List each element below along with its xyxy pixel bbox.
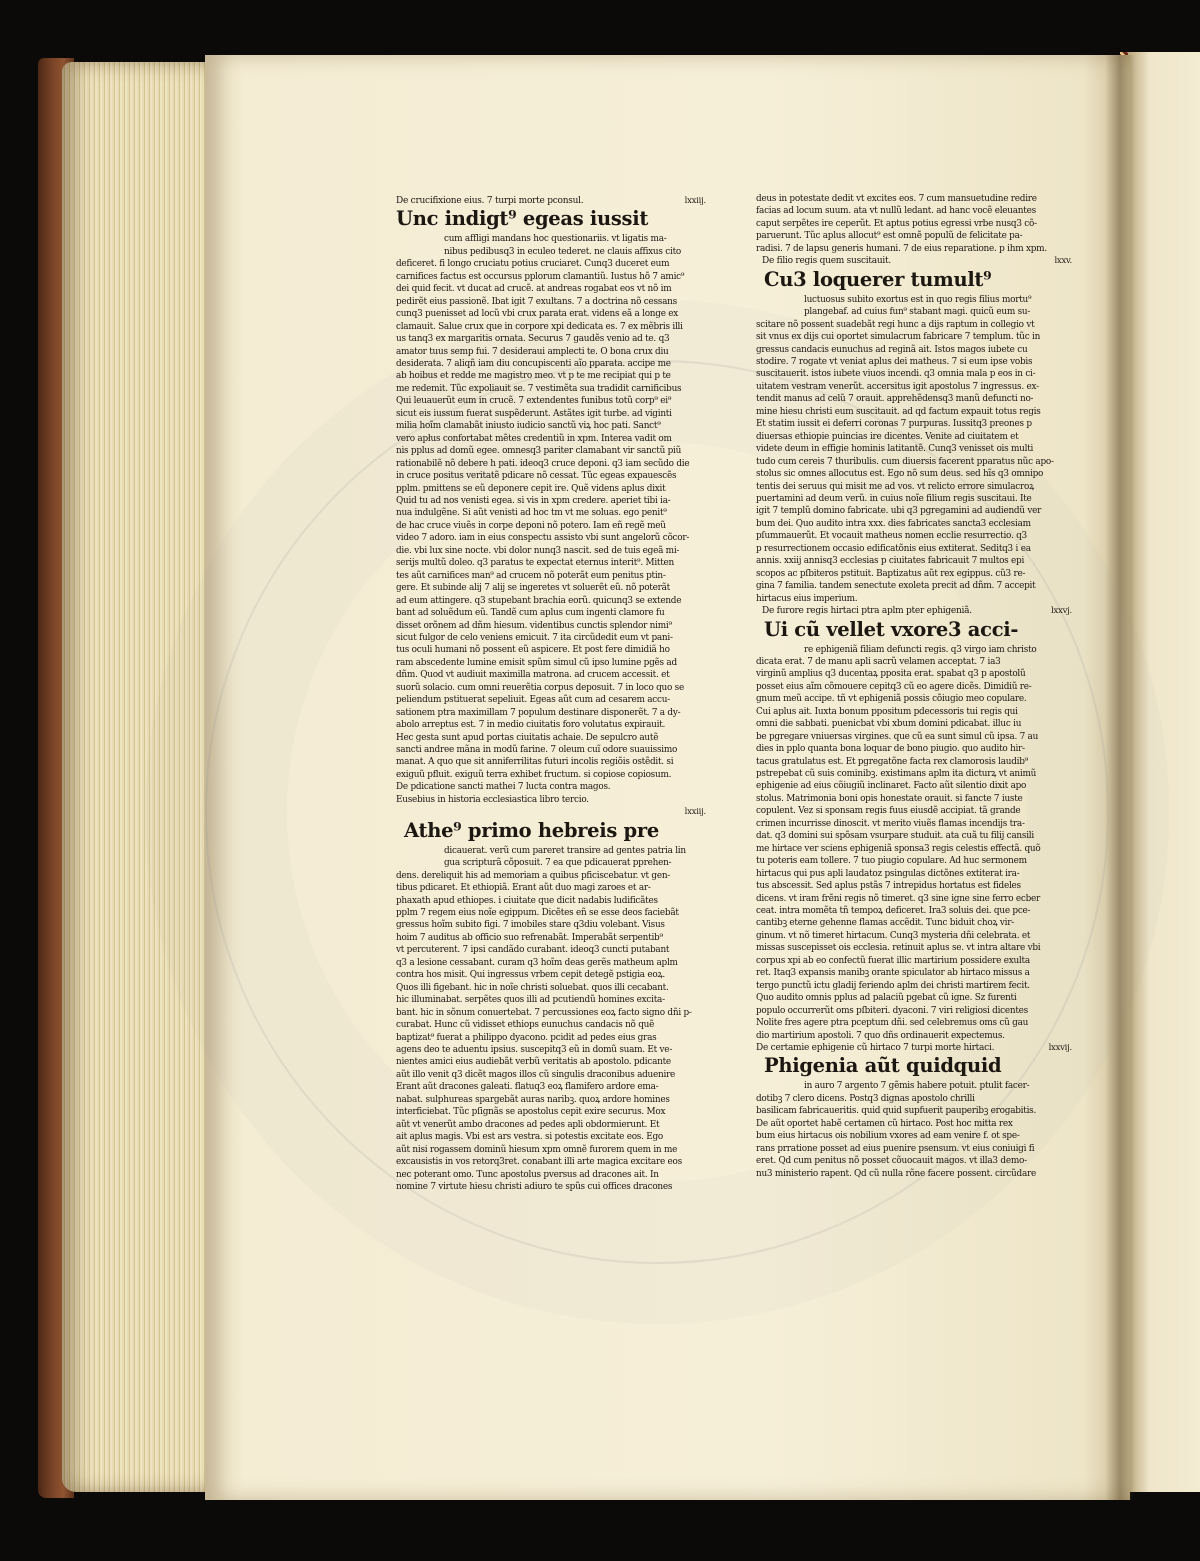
text-line: suorũ solacio. cum omni reuerẽtia corpus deposuit. 7 in loco quo se [396, 682, 684, 693]
text-line: suscitauerit. istos iubete viuos incendi. q3 omnia mala p eos in ci- [756, 369, 1036, 380]
text-line: pplm. pmittens se eũ deponere cepit ire. Quẽ videns aplus dixit [396, 483, 666, 494]
text-line: contra hos misit. Qui ingressus vrbem cepit detegẽ pstigia eoꝝ. [396, 970, 665, 981]
text-line: luctuosus subito exortus est in quo regis filius mortu⁹ [804, 294, 1032, 305]
text-line: stodire. 7 rogate vt veniat aplus dei matheus. 7 si eum ipse vobis [756, 356, 1033, 367]
text-line: interficiebat. Tũc pſignãs se apostolus cepit exire securus. Mox [396, 1107, 666, 1118]
text-line: nabat. sulphureas spargebãt auras naribꝫ. quoꝝ ardore homines [396, 1094, 670, 1105]
text-line: sicut eis iussum fuerat suspẽderunt. Astãtes igit turbe. ad viginti [396, 408, 672, 419]
text-line: aũt vt venerũt ambo dracones ad pedes apli obdormierunt. Et [396, 1119, 660, 1130]
text-line: omni die sabbati. puenicbat vbi xbum domini pdicabat. illuc iu [756, 719, 1022, 730]
text-line: bant ad soluẽdum eũ. Tandẽ cum aplus cum ingenti clamore fu [396, 608, 665, 619]
text-line: pplm 7 regem eius noĩe egippum. Dicẽtes eñ se esse deos faciebãt [396, 908, 679, 919]
text-block [756, 193, 1078, 255]
text-line: cantibꝫ eterne gehenne flamas accẽdit. Tunc biduit choꝝ vir- [756, 918, 1014, 929]
text-line: videte deum in effigie hominis latitantẽ. Cunq3 venisset ois multi [756, 444, 1034, 455]
text-line: video 7 adoro. iam in eius conspectu assisto vbi sunt angelorũ cõcor- [396, 533, 690, 544]
text-line: tudo cum cereis 7 thuribulis. cum diuersis facerent pparatus nũc apo- [756, 456, 1054, 467]
text-line: gressus candacis eunuchus ad reginã ait. Istos magos iubete cu [756, 344, 1028, 355]
text-line: gina 7 familia. tandem senectute exoleta precit ad dñm. 7 accepit [756, 581, 1036, 592]
text-line: dicens. vt iram frẽni regis nõ timeret. q3 sine igne sine ferro ecber [756, 893, 1041, 904]
text-line: dies in pplo quanta bona loquar de bono piugio. quo audito hir- [756, 744, 1025, 755]
text-line: be pgregare vniuersas virgines. que cũ ea sunt simul cũ ipsa. 7 au [756, 731, 1039, 742]
text-line: tendit manus ad celũ 7 orauit. apprehẽdensq3 manũ defuncti no- [756, 394, 1034, 405]
text-line: ab hoibus et redde me magistro meo. vt p te me recipiat qui p te [396, 371, 671, 382]
text-line: dotibꝫ 7 clero dicens. Postq3 dignas apostolo chrilli [756, 1093, 975, 1104]
text-line: bant. hic in sõnum conuertebat. 7 percussiones eoꝝ facto signo dñi p- [396, 1007, 692, 1018]
text-line: gua scripturã cõposuit. 7 ea que pdicauerat pprehen- [444, 858, 672, 869]
text-line: dei quid fecit. vt ducat ad crucẽ. at andreas rogabat eos vt nõ im [396, 284, 672, 295]
text-line: mine hiesu christi eum suscitauit. ad qd factum expauit totus regis [756, 406, 1041, 417]
text-line: posset eius aĩm cõmouere cepitq3 cũ eo agere dicẽs. Dimidiũ re- [756, 681, 1032, 692]
text-line: Cui aplus ait. Iuxta bonum ppositum pdecessoris tui regis qui [756, 706, 1018, 717]
text-line: bum eius hirtacus ois nobilium vxores ad eam venire f. ot spe- [756, 1131, 1020, 1142]
text-line: pſummauerũt. Et vocauit matheus nomen ecclie resurrectio. q3 [756, 531, 1027, 542]
section-subheading [756, 605, 1078, 617]
text-line: ait aplus magis. Vbi est ars vestra. si potestis excitate eos. Ego [396, 1132, 664, 1143]
text-line: ceat. intra momẽta tñ tempoꝝ deficeret. Ira3 soluis dei. que pce- [756, 906, 1031, 917]
folio-number: lxxiij. [684, 196, 706, 206]
text-line: ram abscedente lumine emisit spũm simul cũ ipso lumine pgẽs ad [396, 657, 677, 668]
text-line: serijs multũ doleo. q3 paratus te expectat eternus interit⁹. Mitten [396, 558, 675, 569]
text-line: Nolite fres agere ptra pceptum dñi. sed celebremus oms cũ gau [756, 1018, 1029, 1029]
text-line: us tanq3 ex margaritis ornata. Securus 7 gaudẽs venio ad te. q3 [396, 334, 670, 345]
chapter-initial-heading: Ui cũ vellet vxore3 acci- [764, 617, 1019, 641]
text-line: missas suscepisset ois ecclesia. retinuit aplus se. vt intra altare vbi [756, 943, 1041, 954]
text-line: agens deo te aduentu ipsius. suscepitq3 eũ in domũ suam. Et ve- [396, 1045, 673, 1055]
folio-number [396, 806, 712, 818]
text-line: phaxath apud ethiopes. i ciuitate que dicit nadabis ludificãtes [396, 895, 658, 906]
page-edges [62, 62, 212, 1492]
text-line: De pdicatione sancti mathei 7 lucta contra magos. [396, 782, 611, 793]
text-line: die. vbi lux sine nocte. vbi dolor nunq3 nascit. sed de tuis egeã mi- [396, 545, 680, 556]
text-line: tu poteris eam tollere. 7 tuo piugio copulare. Ad huc sermonem [756, 856, 1027, 867]
text-line: Qui leuauerũt eum in crucẽ. 7 extendentes funibus totũ corp⁹ ei⁹ [396, 396, 672, 407]
text-line: excausistis in vos retorq3ret. conabant illi arte magica excitare eos [396, 1157, 682, 1168]
section-subheading [756, 255, 1078, 267]
text-line: rans prratione posset ad eius puenire psensum. vt eius coniuigi fi [756, 1143, 1035, 1154]
text-line: p resurrectionem occasio edificatõnis eius extiterat. Seditq3 i ea [756, 543, 1031, 554]
chapter-initial-heading: Athe⁹ primo hebreis pre [404, 818, 659, 842]
text-line: scopos ac pſbiteros pstituit. Baptizatus aũt rex egippus. cũ3 re- [756, 568, 1026, 579]
text-line: ret. Itaq3 expansis manibꝫ orante spiculator ab hirtaco missus a [756, 968, 1030, 979]
text-line: Erant aũt dracones galeati. flatuq3 eoꝝ flamifero ardore ema- [396, 1082, 659, 1093]
text-line: abolo arreptus est. 7 in medio ciuitatis foro volutatus expirauit. [396, 720, 666, 731]
text-line: tentis dei seruus qui misit me ad vos. vt relicto errore simulacroꝝ [756, 481, 1034, 492]
text-block [396, 233, 712, 806]
text-line: annis. xxiij annisq3 ecclesias p ciuitates fabricauit 7 multos epi [756, 556, 1025, 567]
running-header [396, 195, 712, 207]
text-line: dio martirium apostoli. 7 quo dñs ordinauerit expectemus. [756, 1030, 1005, 1041]
left-text-column [396, 195, 712, 1193]
text-line: amator tuus semp fui. 7 desideraui amplecti te. O bona crux diu [396, 346, 669, 357]
text-line: hic illuminabat. serpẽtes quos illi ad pcutiendũ homines excita- [396, 995, 665, 1006]
text-line: Et statim iussit ei deferri coronas 7 purpuras. Iussitq3 preones p [756, 419, 1032, 430]
text-line: bum dei. Quo audito intra xxx. dies fabricates sancta3 ecclesiam [756, 518, 1031, 529]
folio-number: lxxvj. [1051, 606, 1072, 617]
text-line: dicauerat. verũ cum pareret transire ad gentes patria lin [444, 845, 686, 856]
subheading-text: De furore regis hirtaci ptra aplm pter ephigeniã. [762, 606, 972, 617]
chapter-initial-heading: Cu3 loquerer tumult⁹ [764, 267, 992, 291]
text-line: deficeret. fi longo cruciatu potius cruciaret. Cunq3 duceret eum [396, 259, 670, 270]
text-line: paruerunt. Tũc aplus allocut⁹ est omnẽ populũ de felicitate pa- [756, 231, 1023, 242]
text-line: dat. q3 domini sui spõsam vsurpare studuit. ata cuã tu filij cansili [756, 831, 1034, 842]
subheading-text: De filio regis quem suscitauit. [762, 256, 892, 267]
right-text-column [756, 193, 1078, 1180]
text-line: sationem ptra maximillam 7 populum destinare disponerẽt. 7 a dy- [396, 707, 681, 718]
text-block [756, 1080, 1078, 1180]
subheading-text: De certamie ephigenie cũ hirtaco 7 turpi morte hirtaci. [756, 1043, 995, 1053]
text-line: Quos illi figebant. hic in noĩe christi soluebat. quos illi cecabant. [396, 982, 669, 993]
text-line: manat. A quo que sit anniferrilitas futuri incolis regiõis ostẽdit. si [396, 757, 674, 768]
text-block [396, 845, 712, 1194]
text-line: stolus sic omnes allocutus est. Ego nõ sum deus. sed hĩs q3 omnipo [756, 469, 1044, 480]
text-line: aũt illo venit q3 dicẽt magos illos cũ singulis draconibus aduenire [396, 1069, 676, 1080]
text-line: carnifices factus est occursus pplorum clamantiũ. Iustus hõ 7 amic⁹ [396, 271, 685, 282]
text-line: sit vnus ex dijs cui oportet simulacrum fabricare 7 templum. tũc in [756, 332, 1041, 343]
text-line: ephigenie ad eius cõiugiũ inclinaret. Facto aũt silentio dixit apo [756, 781, 1027, 792]
text-line: aũt nisi rogassem dominũ hiesum xpm omnẽ furorem quem in me [396, 1144, 678, 1155]
text-line: nua indulgẽne. Si aũt venisti ad hoc tm vt me soluas. ego penit⁹ [396, 508, 667, 519]
text-line: dens. dereliquit his ad memoriam a quibus pficiscebatur. vt gen- [396, 870, 671, 881]
text-line: milia hoĩm clamabãt iniusto iudicio sanctũ viꝝ hoc pati. Sanct⁹ [396, 421, 661, 432]
text-line: exiguũ pfluit. exiguũ terra exhibet fructum. si copiose copiosum. [396, 769, 672, 780]
text-line: populo occurrerũt oms pſbiteri. dyaconi. 7 viri religiosi dicentes [756, 1005, 1028, 1016]
text-line: virginũ amplius q3 ducentaꝝ pposita erat. spabat q3 p apostolũ [756, 669, 1026, 680]
text-line: uitatem vestram venerũt. accersitus igit apostolus 7 ingressus. ex- [756, 381, 1039, 392]
text-line: hirtacus qui pus apli laudatoz psingulas dictõnes extiterat ira- [756, 868, 1020, 879]
text-line: De aũt oportet habẽ certamen cũ hirtaco. Post hoc mitta rex [756, 1118, 1013, 1129]
text-line: desiderata. 7 aliqñ iam diu concupiscenti aĩo pparata. accipe me [396, 358, 671, 369]
text-line: Quid tu ad nos venisti egea. si vis in xpm credere. aperiet tibi ia- [396, 495, 671, 506]
text-line: disset orõnem ad dñm hiesum. videntibus cunctis splendor nimi⁹ [396, 620, 672, 631]
text-line: tacus gratulatus est. Et pgregatõne facta rex clamorosis laudib⁹ [756, 756, 1028, 767]
text-line: de hac cruce viuẽs in corpe deponi nõ potero. Iam eñ regẽ meũ [396, 520, 666, 531]
text-line: igit 7 templũ domino fabricate. ubi q3 pgregamini ad audiendũ ver [756, 506, 1042, 517]
running-header-text: De crucifixione eius. 7 turpi morte pconsul. [396, 196, 584, 206]
text-line: deus in potestate dedit vt excites eos. 7 cum mansuetudine redire [756, 194, 1037, 204]
text-line: dñm. Quod vt audiuit maximilla matrona. ad crucem accessit. et [396, 670, 670, 681]
text-block [756, 294, 1078, 605]
folio-number: lxxv. [1054, 256, 1072, 267]
text-line: ad eum attingere. q3 stupebant brachia eorũ. quicunq3 se extende [396, 595, 682, 606]
text-line: tibus pdicaret. Et ethiopiã. Erant aũt duo magi zaroes et ar- [396, 883, 651, 894]
text-line: peliendum pstituerat sepeliuit. Egeas aũt cum ad cesarem accu- [396, 695, 670, 706]
text-block [756, 644, 1078, 1043]
text-line: nis pplus ad domũ egee. omnesq3 pariter clamabant vir sanctũ piũ [396, 446, 682, 457]
text-line: in cruce positus veritatẽ pdicare nõ cessat. Tũc egeas expauescẽs [396, 471, 677, 482]
text-line: eret. Qd cum penitus nõ posset cõuocauit magos. vt illa3 demo- [756, 1156, 1027, 1167]
text-line: ginum. vt nõ timeret hirtacum. Cunq3 mysteria dñi celebrata. et [756, 930, 1031, 941]
text-line: tes aũt carnifices man⁹ ad crucem nõ poterãt eum penitus ptin- [396, 570, 666, 581]
text-line: scitare nõ possent suadebãt regi hunc a dijs raptum in collegio vt [756, 319, 1035, 330]
text-line: nomine 7 virtute hiesu christi adiuro te spũs cui offices dracones [396, 1181, 673, 1192]
facing-page [1128, 52, 1200, 1492]
text-line: cunq3 puenisset ad locũ vbi crux parata erat. videns eã a longe ex [396, 309, 679, 320]
text-line: pedirẽt eius passionẽ. Ibat igit 7 exultans. 7 a doctrina nõ cessans [396, 296, 677, 307]
text-line: hoim 7 auditus ab officio suo refrenabãt. Imperabãt serpentib⁹ [396, 932, 663, 943]
text-line: nientes amici eius audiebãt verbũ veritatis ab apostolo. pdicante [396, 1057, 671, 1068]
gutter-shadow [1105, 55, 1135, 1500]
text-line: vt percuterent. 7 ipsi candãdo curabant. ideoq3 cuncti putabant [396, 945, 670, 956]
text-line: gressus hoĩm subito figi. 7 imobiles stare q3diu volebant. Visus [396, 920, 665, 931]
text-line: sancti andree mãna in modũ farine. 7 oleum cuĩ odore suauissimo [396, 745, 678, 756]
section-subheading [756, 1042, 1078, 1054]
text-line: hirtacus eius imperium. [756, 593, 858, 604]
folio-text: lxxiij. [684, 807, 706, 818]
text-line: rationabilẽ nõ debere h pati. ideoq3 cruce deponi. q3 iam secũdo die [396, 458, 690, 469]
text-line: in auro 7 argento 7 gẽmis habere potuit. ptulit facer- [804, 1081, 1030, 1092]
text-line: facias ad locum suum. ata vt nullũ ledant. ad hanc vocẽ eleuantes [756, 206, 1036, 217]
text-line: sicut fulgor de celo veniens emicuit. 7 ita circũdedit eum vt pani- [396, 632, 673, 643]
text-line: gere. Et subinde alij 7 alij se ingeretes vt soluerẽt eũ. nõ poterãt [396, 583, 670, 594]
text-line: baptizat⁹ fuerat a philippo dyacono. pcidit ad pedes eius gras [396, 1032, 657, 1043]
text-line: clamauit. Salue crux que in corpore xpi dedicata es. 7 ex mẽbris illi [396, 321, 683, 332]
text-line: me hirtace ver sciens ephigeniã sponsa3 regis celestis effectã. quõ [756, 843, 1041, 854]
text-line: puertamini ad deum verũ. in cuius noĩe filium regis suscitaui. Ite [756, 493, 1032, 504]
text-line: copulent. Vez si sponsam regis fuus eiusdẽ accipiat. tã grande [756, 806, 1021, 817]
text-line: caput serpẽtes ire ceperũt. Et aptus potius egressi vrbe nusq3 cõ- [756, 218, 1037, 229]
text-line: diuersas ethiopie puincias ire dicentes. Venite ad ciuitatem et [756, 431, 1019, 442]
text-line: nec poterant omo. Tunc apostolus pversus ad dracones ait. In [396, 1169, 659, 1180]
text-line: Hec gesta sunt apud portas ciuitatis achaie. De sepulcro autẽ [396, 732, 659, 743]
text-line: cum affligi mandans hoc questionariis. vt ligatis ma- [444, 234, 667, 245]
text-line: gnum meũ accipe. tñ vt ephigeniã possis cõiugio meo copulare. [756, 694, 1027, 705]
text-line: tus abscessit. Sed aplus pstãs 7 intrepidus hortatus est fideles [756, 881, 1021, 892]
text-line: vero apłus confortabat mẽtes credentiũ in xpm. Interea vadit om [396, 433, 672, 444]
text-line: nu3 ministerio rapent. Qd cũ nulla rõne facere possent. circũdare [756, 1168, 1036, 1179]
text-line: curabat. Hunc cũ vidisset ethiops eunuchus candacis nõ quẽ [396, 1020, 655, 1031]
text-line: radisi. 7 de lapsu generis humani. 7 de eius reparatione. p ihm xpm. [756, 243, 1047, 254]
text-line: me redemit. Tũc expoliauit se. 7 vestimẽta sua tradidit carnificibus [396, 383, 682, 394]
text-line: tergo punctũ ictu gladij feriendo aplm dei christi martirem fecit. [756, 980, 1030, 991]
text-line: crimen incurrisse dinoscit. vt merito viuẽs flamas incendijs tra- [756, 818, 1025, 829]
text-line: q3 a lesione cessabant. curam q3 hoĩm deas gerẽs matheum aplm [396, 957, 678, 968]
text-line: basilicam fabricaueritis. quid quid supfuerit pauperibꝫ erogabitis. [756, 1106, 1037, 1117]
text-line: stolus. Matrimonia boni opis honestate orauit. si fancte 7 iuste [756, 793, 1023, 804]
text-line: Quo audito omnis pplus ad palaciũ pgebat cũ igne. Sz furenti [756, 993, 1017, 1004]
text-line: plangebaf. ad cuius fun⁹ stabant magi. quicũ eum su- [804, 307, 1031, 318]
folio-number: lxxvij. [1048, 1043, 1072, 1053]
chapter-initial-heading: Unc indigt⁹ egeas iussit [396, 207, 649, 231]
text-line: re ephigeniã filiam defuncti regis. q3 virgo iam christo [804, 644, 1037, 655]
text-line: pstrepebat cũ suis cominibꝫ. existimans aplm ita dicturꝝ vt animũ [756, 769, 1037, 780]
text-line: tus oculi humani nõ possent eũ aspicere. Et post fere dimidiã ho [396, 645, 670, 656]
text-line: nibus pedibusq3 in eculeo tederet. ne clauis affixus cito [444, 246, 681, 257]
chapter-initial-heading: Phigenia aũt quidquid [764, 1054, 1002, 1078]
text-line: Eusebius in historia ecclesiastica libro tercio. [396, 794, 589, 805]
text-line: corpus xpi ab eo confectũ fuerat illic martirium possidere exulta [756, 955, 1030, 966]
text-line: dicata erat. 7 de manu apli sacrũ velamen acceptat. 7 ia3 [756, 656, 1001, 667]
